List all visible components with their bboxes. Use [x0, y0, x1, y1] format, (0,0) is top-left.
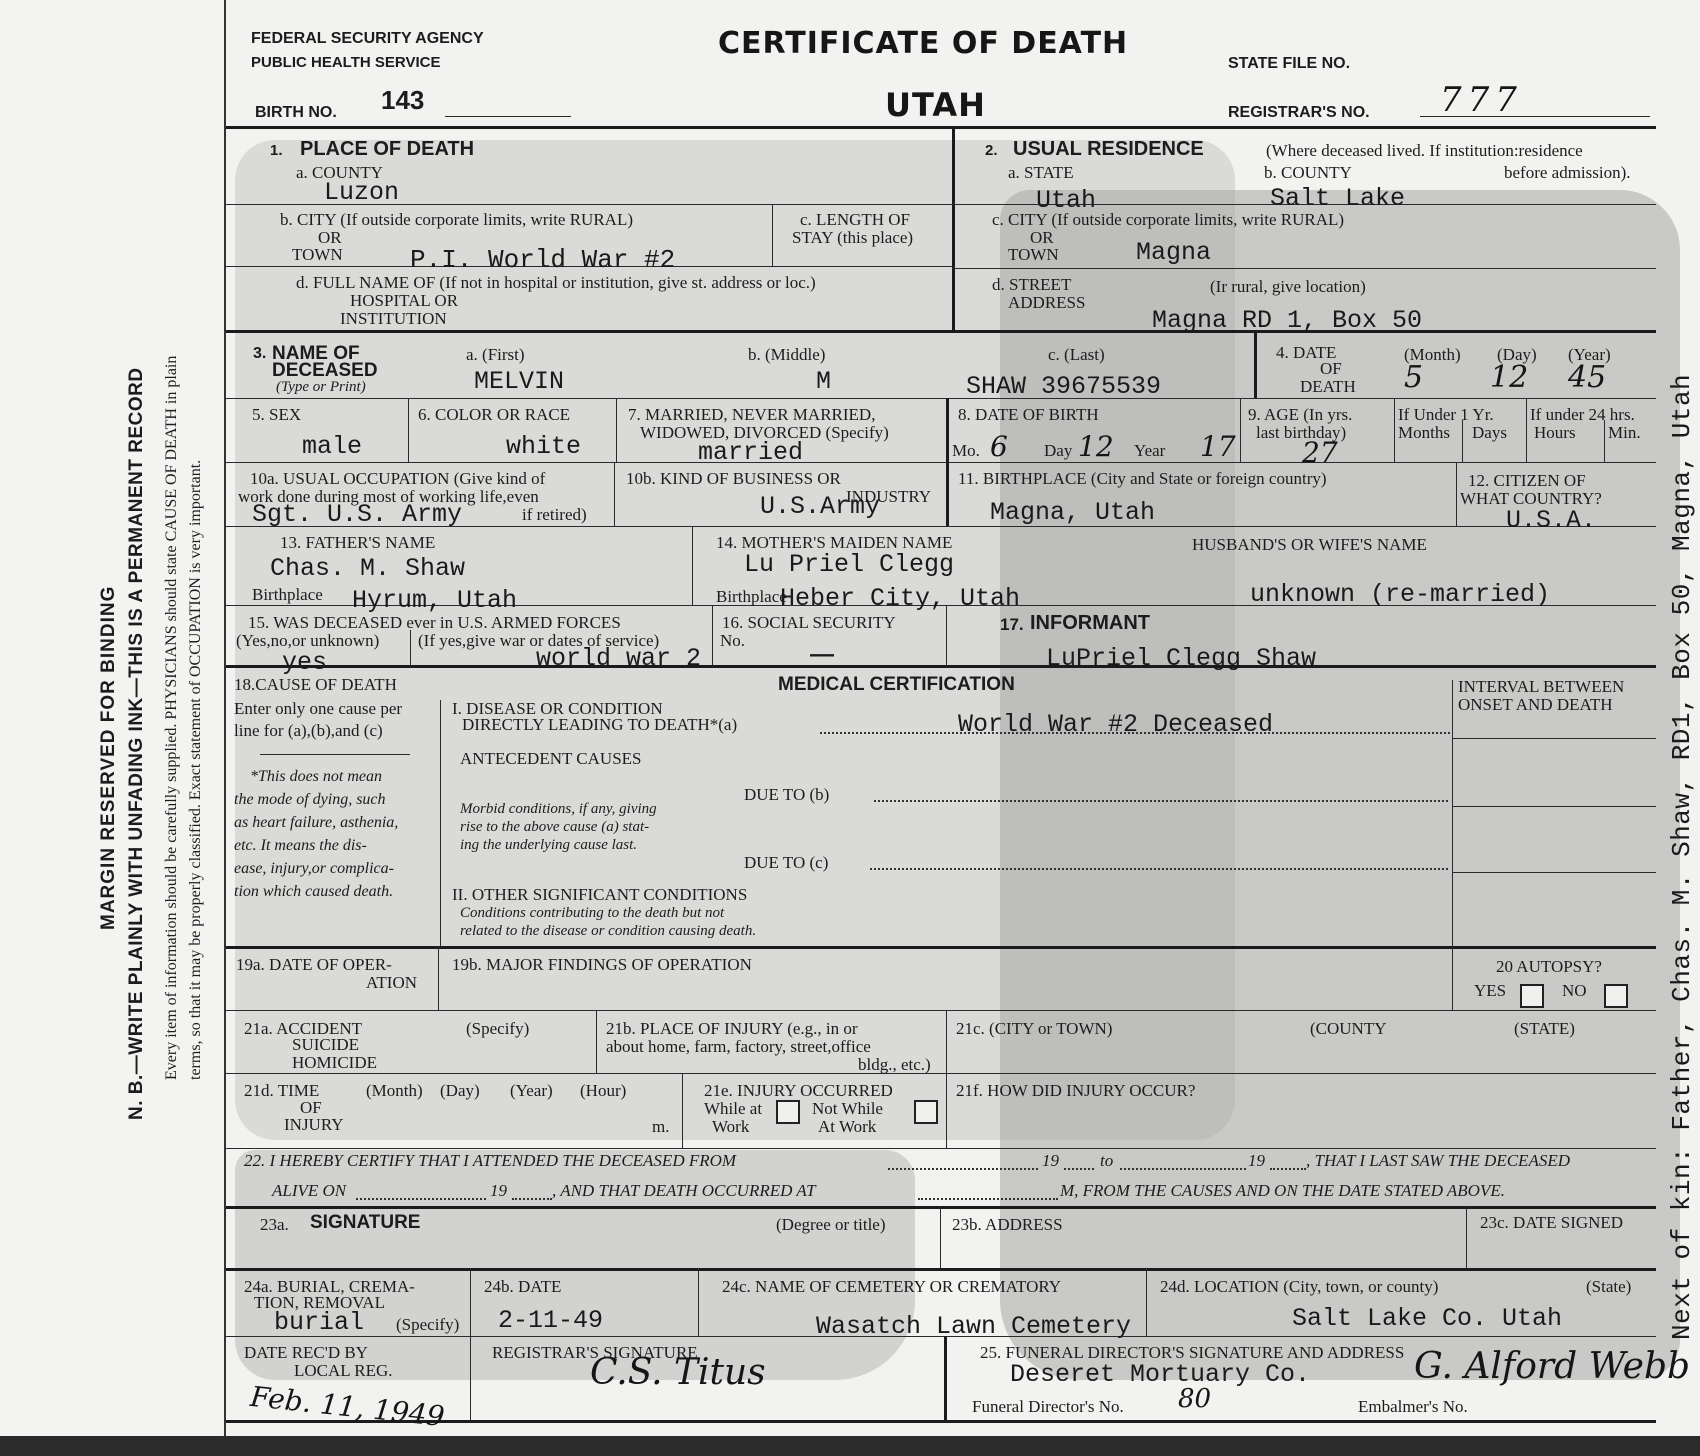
- months-label: Months: [1398, 423, 1450, 442]
- burial-value: burial: [274, 1308, 365, 1337]
- burial-label-2: TION, REMOVAL: [254, 1293, 385, 1312]
- antecedent-label: ANTECEDENT CAUSES: [460, 749, 642, 768]
- rule: [596, 1010, 597, 1073]
- cause-c-line: [870, 868, 1448, 870]
- injury-occurred-label: 21e. INJURY OCCURRED: [704, 1081, 893, 1100]
- scan-edge: [0, 1436, 1700, 1456]
- rule: [1146, 1268, 1147, 1336]
- first-name-label: a. (First): [466, 345, 525, 364]
- injury-year-label: (Year): [510, 1081, 553, 1100]
- operation-date-label-2: ATION: [366, 973, 417, 992]
- rule: [1604, 420, 1605, 462]
- res-state-label: a. STATE: [1008, 163, 1074, 182]
- margin-binding-text: MARGIN RESERVED FOR BINDING: [98, 585, 119, 930]
- interval-label-1: INTERVAL BETWEEN: [1458, 677, 1625, 696]
- dod-year-label: (Year): [1568, 345, 1611, 364]
- dod-year-value: 45: [1568, 360, 1607, 395]
- director-no-label: Funeral Director's No.: [972, 1397, 1124, 1416]
- injury-day-label: (Day): [440, 1081, 480, 1100]
- rule: [226, 1073, 1656, 1074]
- funeral-director-signature: G. Alford Webb: [1414, 1346, 1691, 1387]
- rule: [410, 630, 411, 665]
- at-work-label: At Work: [818, 1117, 877, 1136]
- rule: [1462, 420, 1463, 462]
- rule: [1240, 398, 1241, 462]
- race-label: 6. COLOR OR RACE: [418, 405, 571, 424]
- cause-hint-2: line for (a),(b),and (c): [234, 721, 383, 740]
- pod-or: OR: [318, 228, 342, 247]
- race-value: white: [506, 432, 582, 461]
- margin-ink-notice: N. B.—WRITE PLAINLY WITH UNFADING INK—THIS IS A PERMANENT RECORD: [126, 367, 147, 1120]
- due-to-b-label: DUE TO (b): [744, 785, 830, 804]
- disease-label-1: I. DISEASE OR CONDITION: [452, 699, 663, 718]
- rule: [946, 462, 949, 526]
- state-title: UTAH: [885, 86, 986, 124]
- burial-specify-label: (Specify): [396, 1315, 460, 1334]
- certify-blank: [1120, 1168, 1246, 1170]
- pod-county-label: a. COUNTY: [296, 163, 383, 182]
- rule: [226, 330, 1656, 333]
- rule: [1394, 398, 1395, 462]
- certify-line-1d: 19: [1248, 1151, 1265, 1170]
- rule: [226, 1268, 1656, 1271]
- mother-birthplace-value: Heber City, Utah: [780, 584, 1021, 613]
- margin-instruction-2: terms, so that it may be properly classified. Exact statement of OCCUPATION is very important.: [187, 459, 204, 1080]
- dob-day-label: Day: [1044, 441, 1073, 460]
- operation-findings-label: 19b. MAJOR FINDINGS OF OPERATION: [452, 955, 752, 974]
- certify-line-1b: 19: [1042, 1151, 1059, 1170]
- morbid-note-3: ing the underlying cause last.: [460, 837, 638, 853]
- name-num: 3.: [253, 345, 267, 362]
- autopsy-label: 20 AUTOPSY?: [1496, 957, 1602, 976]
- cause-note-4: etc. It means the dis-: [234, 837, 367, 854]
- ss-label-2: No.: [720, 631, 746, 650]
- res-city-label: c. CITY (If outside corporate limits, write RURAL): [992, 210, 1345, 229]
- forces-label-1: 15. WAS DECEASED ever in U.S. ARMED FORCES: [248, 613, 621, 632]
- rule: [226, 398, 1656, 399]
- res-city-value: Magna: [1136, 238, 1212, 267]
- rule: [226, 1148, 1656, 1149]
- rule: [1526, 398, 1527, 462]
- name-label-2: DECEASED: [272, 360, 378, 381]
- cause-note-2: the mode of dying, such: [234, 791, 386, 808]
- cause-label: 18.CAUSE OF DEATH: [234, 675, 397, 694]
- embalmer-no-label: Embalmer's No.: [1358, 1397, 1468, 1416]
- occupation-label-1: 10a. USUAL OCCUPATION (Give kind of: [250, 469, 546, 488]
- citizen-value: U.S.A.: [1506, 506, 1597, 535]
- place-of-injury-label-2: about home, farm, factory, street,office: [606, 1037, 871, 1056]
- informant-num: 17.: [1000, 615, 1024, 634]
- middle-name-value: M: [816, 367, 832, 396]
- date-received-label-1: DATE REC'D BY: [244, 1343, 368, 1362]
- place-of-injury-label-3: bldg., etc.): [858, 1055, 931, 1074]
- dob-mo-value: 6: [990, 430, 1008, 463]
- how-injury-label: 21f. HOW DID INJURY OCCUR?: [956, 1081, 1196, 1100]
- birthplace-value: Magna, Utah: [990, 498, 1156, 527]
- birth-no-label: BIRTH NO.: [255, 104, 337, 121]
- certify-blank: [918, 1198, 1058, 1200]
- occupation-label-2: work done during most of working life,even: [238, 487, 539, 506]
- signature-label: SIGNATURE: [310, 1212, 421, 1233]
- state-file-label: STATE FILE NO.: [1228, 55, 1351, 72]
- other-conditions-note-2: related to the disease or condition causing death.: [460, 923, 757, 939]
- length-of-stay-label-1: c. LENGTH OF: [800, 210, 911, 229]
- pod-town: TOWN: [292, 245, 343, 264]
- not-while-label: Not While: [812, 1099, 883, 1118]
- injury-time-label-2: OF: [300, 1098, 322, 1117]
- sex-value: male: [302, 432, 363, 461]
- burial-date-label: 24b. DATE: [484, 1277, 562, 1296]
- birth-no-line: [445, 116, 571, 117]
- rule: [1452, 738, 1656, 739]
- rule: [946, 1010, 947, 1148]
- interval-label-2: ONSET AND DEATH: [1458, 695, 1613, 714]
- rule: [1466, 1206, 1467, 1268]
- margin-instruction-1: Every item of information should be carefully supplied. PHYSICIANS should state CAUSE OF DEATH in plain: [163, 355, 180, 1080]
- registrar-no-line: [1420, 116, 1650, 117]
- not-while-at-work-checkbox[interactable]: [914, 1100, 938, 1124]
- dod-day-label: (Day): [1497, 345, 1537, 364]
- certify-blank: [512, 1198, 552, 1200]
- hours-label: Hours: [1534, 423, 1576, 442]
- dod-month-value: 5: [1404, 360, 1424, 395]
- date-signed-label: 23c. DATE SIGNED: [1480, 1213, 1624, 1232]
- business-label-2: INDUSTRY: [846, 487, 932, 506]
- injury-state-label: (STATE): [1514, 1019, 1575, 1038]
- other-conditions-note-1: Conditions contributing to the death but not: [460, 905, 725, 921]
- rule: [226, 1206, 1656, 1209]
- pod-city-value: P.I. World War #2: [410, 245, 676, 275]
- funeral-director-label: 25. FUNERAL DIRECTOR'S SIGNATURE AND ADDRESS: [980, 1343, 1405, 1362]
- rule: [946, 605, 947, 665]
- pod-county-value: Luzon: [324, 178, 400, 207]
- res-street-value: Magna RD 1, Box 50: [1152, 306, 1423, 335]
- rule: [940, 1206, 941, 1268]
- rule: [470, 1268, 471, 1336]
- rule: [226, 946, 1656, 949]
- cause-b-line: [874, 800, 1448, 802]
- rule: [226, 462, 1656, 463]
- cause-a-value: World War #2 Deceased: [958, 710, 1274, 739]
- rule: [682, 1073, 683, 1148]
- age-value: 27: [1302, 436, 1338, 469]
- certify-line-1c: to: [1100, 1151, 1114, 1170]
- rule: [712, 605, 713, 665]
- marital-label-2: WIDOWED, DIVORCED (Specify): [640, 423, 889, 442]
- father-value: Chas. M. Shaw: [270, 554, 466, 583]
- burial-location-value: Salt Lake Co. Utah: [1292, 1304, 1563, 1333]
- hospital-label: d. FULL NAME OF (If not in hospital or institution, give st. address or loc.): [296, 273, 816, 292]
- rule: [408, 398, 409, 462]
- date-received-label-2: LOCAL REG.: [294, 1361, 393, 1380]
- mortuary-value: Deseret Mortuary Co.: [1010, 1360, 1311, 1389]
- marital-label-1: 7. MARRIED, NEVER MARRIED,: [628, 405, 876, 424]
- cause-note-6: tion which caused death.: [234, 883, 394, 900]
- certify-line-1a: 22. I HEREBY CERTIFY THAT I ATTENDED THE DECEASED FROM: [244, 1151, 737, 1170]
- rule: [260, 754, 410, 755]
- morbid-note-1: Morbid conditions, if any, giving: [460, 801, 657, 817]
- ss-label-1: 16. SOCIAL SECURITY: [722, 613, 896, 632]
- rule: [1254, 330, 1257, 398]
- occupation-label-3: if retired): [522, 505, 587, 524]
- residence-note-2: before admission).: [1504, 163, 1631, 182]
- min-label: Min.: [1608, 423, 1641, 442]
- cemetery-value: Wasatch Lawn Cemetery: [816, 1312, 1132, 1341]
- rule: [1452, 946, 1453, 1010]
- length-of-stay-label-2: STAY (this place): [792, 228, 914, 247]
- service-name: PUBLIC HEALTH SERVICE: [251, 54, 441, 71]
- citizen-label-2: WHAT COUNTRY?: [1460, 489, 1602, 508]
- res-street-note: (Ir rural, give location): [1210, 277, 1366, 296]
- business-value: U.S.Army: [760, 492, 881, 521]
- autopsy-no-label: NO: [1562, 981, 1587, 1000]
- business-label-1: 10b. KIND OF BUSINESS OR: [626, 469, 841, 488]
- birthplace-label: 11. BIRTHPLACE (City and State or foreign country): [958, 469, 1327, 488]
- rule: [952, 126, 955, 330]
- burial-date-value: 2-11-49: [498, 1306, 604, 1335]
- last-name-label: c. (Last): [1048, 345, 1105, 364]
- res-street-label-2: ADDRESS: [1008, 293, 1086, 312]
- father-birthplace-label: Birthplace: [252, 585, 323, 604]
- signer-address-label: 23b. ADDRESS: [952, 1215, 1063, 1234]
- hospital-label-2: HOSPITAL OR: [350, 291, 459, 310]
- residence-heading: USUAL RESIDENCE: [1013, 138, 1204, 160]
- rule: [1456, 462, 1457, 526]
- director-no-value: 80: [1178, 1384, 1212, 1414]
- res-state-value: Utah: [1036, 186, 1097, 215]
- injury-city-label: 21c. (CITY or TOWN): [956, 1019, 1113, 1038]
- place-of-injury-label-1: 21b. PLACE OF INJURY (e.g., in or: [606, 1019, 858, 1038]
- dod-label-3: DEATH: [1300, 377, 1356, 396]
- rule: [946, 398, 949, 462]
- cemetery-label: 24c. NAME OF CEMETERY OR CREMATORY: [722, 1277, 1062, 1296]
- signature-num: 23a.: [260, 1215, 289, 1234]
- rule: [944, 1336, 947, 1420]
- registrar-signature: C.S. Titus: [590, 1352, 766, 1393]
- rule: [698, 1268, 699, 1336]
- registrar-signature-label: REGISTRAR'S SIGNATURE: [492, 1343, 698, 1362]
- next-of-kin-note: Next of kin: Father, Chas. M. Shaw, RD1, Box 50, Magna, Utah: [1667, 373, 1697, 1340]
- birth-no-value: 143: [381, 85, 425, 115]
- war-value: world war 2: [536, 644, 702, 673]
- rule: [1452, 806, 1656, 807]
- injury-month-label: (Month): [366, 1081, 423, 1100]
- injury-time-label-3: INJURY: [284, 1115, 344, 1134]
- cause-note-5: ease, injury,or complica-: [234, 860, 394, 877]
- mother-birthplace-label: Birthplace: [716, 587, 787, 606]
- rule: [614, 462, 615, 526]
- certify-blank: [1270, 1168, 1306, 1170]
- rule: [616, 398, 617, 462]
- medical-heading: MEDICAL CERTIFICATION: [778, 674, 1015, 695]
- homicide-label: HOMICIDE: [292, 1053, 377, 1072]
- dob-year-label: Year: [1134, 441, 1166, 460]
- rule: [1452, 872, 1656, 873]
- injury-county-label: (COUNTY: [1310, 1019, 1387, 1038]
- rule: [440, 700, 441, 946]
- rule: [772, 204, 773, 266]
- accident-label: 21a. ACCIDENT: [244, 1019, 363, 1038]
- forces-label-3: (If yes,give war or dates of service): [418, 631, 660, 650]
- agency-name: FEDERAL SECURITY AGENCY: [251, 30, 484, 47]
- certify-blank: [356, 1198, 486, 1200]
- res-or: OR: [1030, 228, 1054, 247]
- registrar-no-label: REGISTRAR'S NO.: [1228, 104, 1370, 121]
- margin-rule: [224, 0, 226, 1456]
- rule: [226, 126, 1656, 129]
- dod-month-label: (Month): [1404, 345, 1461, 364]
- marital-value: married: [698, 438, 804, 467]
- certify-line-2d: M, FROM THE CAUSES AND ON THE DATE STATED ABOVE.: [1060, 1181, 1505, 1200]
- certify-blank: [1064, 1168, 1094, 1170]
- work-label: Work: [712, 1117, 750, 1136]
- hospital-label-3: INSTITUTION: [340, 309, 447, 328]
- rule: [226, 1010, 1656, 1011]
- name-label-3: (Type or Print): [276, 379, 366, 395]
- age-label-2: last birthday): [1256, 423, 1347, 442]
- informant-value: LuPriel Clegg Shaw: [1046, 644, 1317, 673]
- certify-line-2c: , AND THAT DEATH OCCURRED AT: [552, 1181, 816, 1200]
- age-label-1: 9. AGE (In yrs.: [1248, 405, 1353, 424]
- degree-label: (Degree or title): [776, 1215, 886, 1234]
- middle-name-label: b. (Middle): [748, 345, 826, 364]
- name-label: NAME OF: [272, 343, 360, 364]
- due-to-c-label: DUE TO (c): [744, 853, 829, 872]
- pod-city-label: b. CITY (If outside corporate limits, write RURAL): [280, 210, 633, 229]
- father-label: 13. FATHER'S NAME: [280, 533, 436, 552]
- last-name-value: SHAW 39675539: [966, 372, 1162, 401]
- autopsy-yes-checkbox[interactable]: [1520, 984, 1544, 1008]
- certify-line-2a: ALIVE ON: [272, 1181, 347, 1200]
- under-1-yr-label: If Under 1 Yr.: [1398, 405, 1494, 424]
- certificate-title: CERTIFICATE OF DEATH: [718, 26, 1129, 61]
- injury-hour-label: (Hour): [580, 1081, 627, 1100]
- father-birthplace-value: Hyrum, Utah: [352, 586, 518, 615]
- cause-note-1: *This does not mean: [250, 768, 382, 785]
- cause-note-3: as heart failure, asthenia,: [234, 814, 399, 831]
- under-24-hrs-label: If under 24 hrs.: [1530, 405, 1635, 424]
- rule: [1452, 680, 1453, 946]
- other-conditions-label: II. OTHER SIGNIFICANT CONDITIONS: [452, 885, 748, 904]
- injury-time-label-1: 21d. TIME: [244, 1081, 320, 1100]
- burial-location-label: 24d. LOCATION (City, town, or county): [1160, 1277, 1439, 1296]
- occupation-value: Sgt. U.S. Army: [252, 500, 463, 529]
- rule: [226, 665, 1656, 668]
- rule: [438, 946, 439, 1010]
- while-at-work-checkbox[interactable]: [776, 1100, 800, 1124]
- dob-mo-label: Mo.: [952, 441, 980, 460]
- sex-label: 5. SEX: [252, 405, 302, 424]
- residence-num: 2.: [985, 142, 998, 159]
- mother-label: 14. MOTHER'S MAIDEN NAME: [716, 533, 953, 552]
- res-county-label: b. COUNTY: [1264, 163, 1352, 182]
- forces-label-2: (Yes,no,or unknown): [236, 631, 380, 650]
- autopsy-no-checkbox[interactable]: [1604, 984, 1628, 1008]
- burial-state-label: (State): [1586, 1277, 1632, 1296]
- citizen-label-1: 12. CITIZEN OF: [1468, 471, 1586, 490]
- res-county-value: Salt Lake: [1270, 184, 1406, 213]
- operation-date-label-1: 19a. DATE OF OPER-: [236, 955, 392, 974]
- suicide-label: SUICIDE: [292, 1035, 360, 1054]
- spouse-value: unknown (re-married): [1250, 580, 1551, 609]
- cause-hint-1: Enter only one cause per: [234, 699, 403, 718]
- rule: [470, 1336, 471, 1420]
- dod-day-value: 12: [1490, 360, 1529, 395]
- first-name-value: MELVIN: [474, 367, 565, 396]
- place-of-death-num: 1.: [270, 142, 283, 159]
- dob-year-value: 17: [1200, 430, 1236, 463]
- dod-label-1: 4. DATE: [1276, 343, 1337, 362]
- rule: [952, 268, 1656, 269]
- res-street-label-1: d. STREET: [992, 275, 1072, 294]
- registrar-no-value: 777: [1440, 80, 1523, 120]
- forces-value: yes: [282, 648, 328, 677]
- while-at-label: While at: [704, 1099, 763, 1118]
- dob-day-value: 12: [1078, 430, 1114, 463]
- certify-line-2b: 19: [490, 1181, 507, 1200]
- date-received-value: Feb. 11, 1949: [248, 1379, 447, 1434]
- res-town: TOWN: [1008, 245, 1059, 264]
- ss-value: —: [810, 641, 834, 668]
- informant-label: INFORMANT: [1030, 612, 1150, 634]
- autopsy-yes-label: YES: [1474, 981, 1507, 1000]
- injury-m-label: m.: [652, 1117, 670, 1136]
- place-of-death-heading: PLACE OF DEATH: [300, 138, 475, 160]
- certify-line-1e: , THAT I LAST SAW THE DECEASED: [1306, 1151, 1570, 1170]
- burial-label-1: 24a. BURIAL, CREMA-: [244, 1277, 415, 1296]
- mother-value: Lu Priel Clegg: [744, 550, 955, 579]
- certify-blank: [888, 1168, 1038, 1170]
- injury-specify-label: (Specify): [466, 1019, 530, 1038]
- spouse-label: HUSBAND'S OR WIFE'S NAME: [1192, 535, 1427, 554]
- rule: [692, 526, 693, 605]
- dob-label: 8. DATE OF BIRTH: [958, 405, 1099, 424]
- residence-note-1: (Where deceased lived. If institution:residence: [1266, 141, 1583, 160]
- dod-label-2: OF: [1320, 359, 1342, 378]
- disease-label-2: DIRECTLY LEADING TO DEATH*(a): [462, 715, 738, 734]
- morbid-note-2: rise to the above cause (a) stat-: [460, 819, 650, 835]
- days-label: Days: [1472, 423, 1507, 442]
